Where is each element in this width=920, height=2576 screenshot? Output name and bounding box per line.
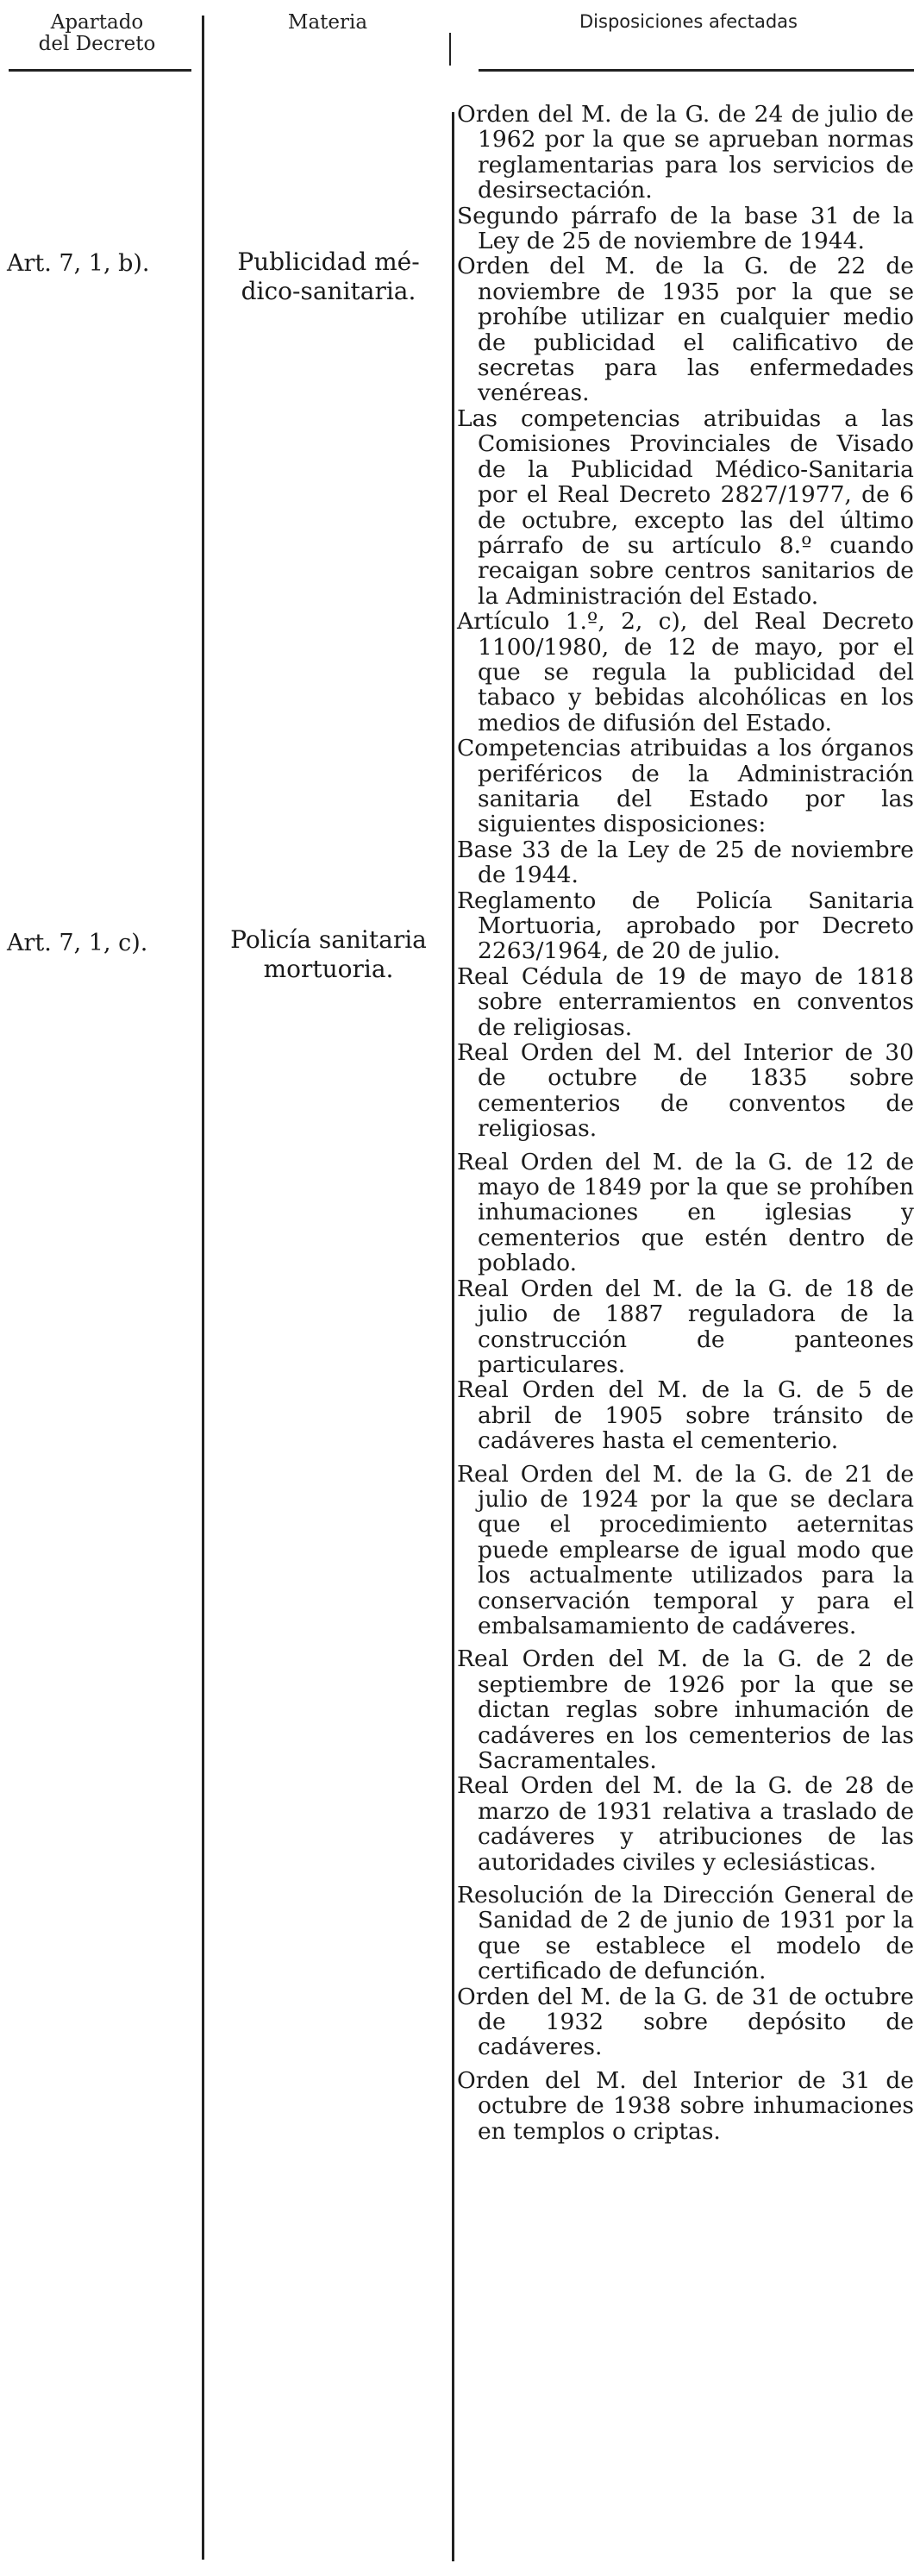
disposicion-item: Reglamento de Policía Sanitaria Mortuoria, aprobado por Decreto 2263/1964, de 20 de julio. [457,887,914,965]
column-separator-1 [202,16,204,2560]
disposicion-item: Orden del M. de la G. de 22 de noviembre de 1935 por la que se prohíbe utilizar en cualquier medio de publicidad el calificativo de secretas para las enfermedades venéreas. [457,253,914,407]
materia-row-2: Policía sanitaria mortuoria. [230,925,427,983]
disposicion-item: Orden del M. de la G. de 31 de octubre de 1932 sobre depósito de cadáveres. [457,1983,914,2061]
disposicion-item: Real Orden del M. de la G. de 5 de abril de 1905 sobre tránsito de cadáveres hasta el cementerio. [457,1376,914,1455]
disposicion-item: Real Orden del M. de la G. de 2 de septiembre de 1926 por la que se dictan reglas sobre inhumación de cadáveres en los cementerios de las Sacramentales. [457,1645,914,1774]
disposicion-item: Resolución de la Dirección General de Sanidad de 2 de junio de 1931 por la que se establece el modelo de certificado de defunción. [457,1882,914,1985]
header-rule-left [9,69,191,72]
disposicion-item: Orden del M. del Interior de 31 de octubre de 1938 sobre inhumaciones en templos o criptas. [457,2066,914,2145]
apartado-row-2: Art. 7, 1, c). [7,930,148,956]
disposicion-item: Real Orden del M. de la G. de 21 de julio de 1924 por la que se declara que el procedimiento aeternitas puede emplearse de igual modo que los actualmente utilizados para la conservación temporal y para el embalsamamiento de cadáveres. [457,1460,914,1639]
disposicion-item: Orden del M. de la G. de 24 de julio de 1962 por la que se aprueban normas reglamentarias para los servicios de desirsectación. [457,101,914,204]
disposicion-item: Segundo párrafo de la base 31 de la Ley de 25 de noviembre de 1944. [457,202,914,255]
apartado-row-1: Art. 7, 1, b). [7,250,150,277]
disposicion-item: Base 33 de la Ley de 25 de noviembre de 1944. [457,836,914,889]
column-separator-2 [452,112,454,2561]
disposicion-item: Real Orden del M. de la G. de 18 de julio de 1887 reguladora de la construcción de panteones particulares. [457,1275,914,1378]
disposicion-item: Real Cédula de 19 de mayo de 1818 sobre enterramientos en conventos de religiosas. [457,962,914,1041]
disposiciones-list [457,102,914,2144]
disposicion-item: Real Orden del M. de la G. de 28 de marzo de 1931 relativa a traslado de cadáveres y atribuciones de las autoridades civiles y eclesiásticas. [457,1772,914,1876]
header-tick [449,33,451,66]
header-disposiciones: Disposiciones afectadas [579,11,798,32]
disposicion-item: Real Orden del M. de la G. de 12 de mayo de 1849 por la que se prohíben inhumaciones en iglesias y cementerios que estén dentro de poblado. [457,1148,914,1277]
header-materia: Materia [287,11,368,34]
disposicion-item: Las competencias atribuidas a las Comisiones Provinciales de Visado de la Publicidad Médico-Sanitaria por el Real Decreto 2827/1977, de 6 de octubre, excepto las del último párrafo de su artículo 8.º cuando recaigan sobre centros sanitarios de la Administración del Estado. [457,404,914,610]
disposicion-item: Competencias atribuidas a los órganos periféricos de la Administración sanitaria del Estado por las siguientes disposiciones: [457,735,914,838]
header-apartado: Apartado del Decreto [38,11,156,56]
materia-row-1: Publicidad mé- dico-sanitaria. [237,248,420,305]
disposicion-item: Artículo 1.º, 2, c), del Real Decreto 1100/1980, de 12 de mayo, por el que se regula la publicidad del tabaco y bebidas alcohólicas en los medios de difusión del Estado. [457,608,914,736]
disposicion-item: Real Orden del M. del Interior de 30 de octubre de 1835 sobre cementerios de conventos de religiosas. [457,1039,914,1143]
header-rule-right [479,69,914,72]
